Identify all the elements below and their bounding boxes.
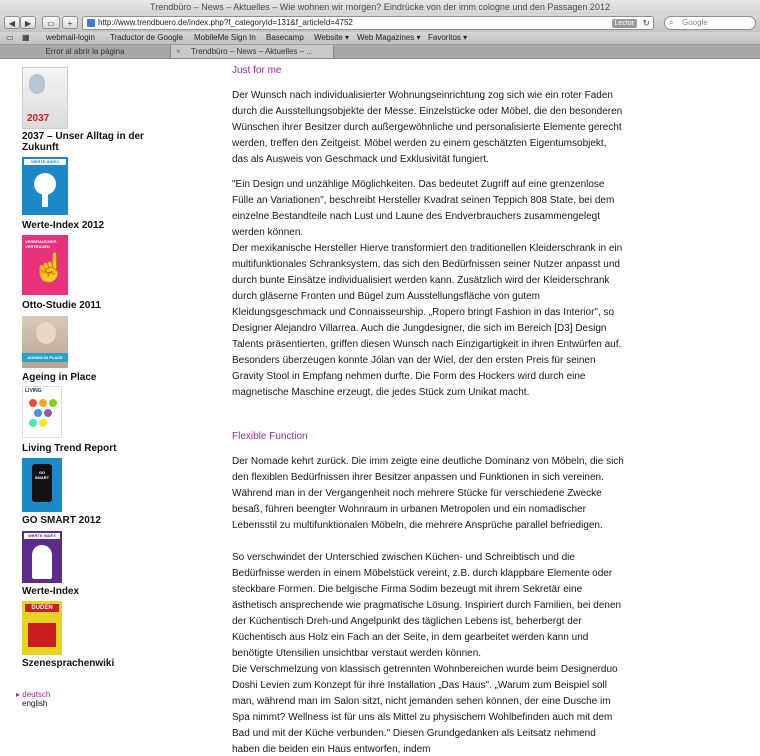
close-tab-icon[interactable]: × [176,47,181,56]
tab-bar [0,45,760,59]
cover-title: 2037 [27,113,50,124]
bookmark-webmail-login[interactable]: webmail-login [46,33,95,42]
language-label: deutsch [22,690,51,699]
cover-title: LIVING [25,388,42,394]
reader-button[interactable]: Lector [612,19,637,28]
hexagon-graphic [44,409,52,417]
article-paragraph: Die Verschmelzung von klassisch getrennten Wohnbereichen wurde beim Designerduo Doshi Levien zum Konzept für ihre Installation „Das Haus". „Warum zum Beispiel soll man, während man im Salon sitzt, nicht jemanden sehen können, der eine Dusche im Spa nimmt? Wellness ist für uns als Mittel zu physischem Wohlbefinden auch mit dem Bad und mit der Küche verbunden." Diesen Grundgedanken als Leitsatz nehmend haben die beiden ein Haus entworfen, indem [232,664,618,755]
cover-living-trend-report[interactable] [22,386,62,438]
address-input[interactable]: http://www.trendbuero.de/index.php?f_categoryId=131&f_articleId=4752 [98,18,353,27]
hexagon-graphic [29,399,37,407]
sidebar [0,59,180,756]
bookmark-web-magazines-menu[interactable]: Web Magazines ▾ [357,33,421,42]
sidebar-item-2037[interactable]: 2037 – Unser Alltag in der Zukunft [22,131,144,153]
bookmarks-bar [0,32,760,45]
bookmark-website-menu[interactable]: Website ▾ [314,33,349,42]
cover-title: WERTE-INDEX [24,159,66,165]
forward-button[interactable]: ▶ [20,16,36,29]
search-field[interactable] [664,16,756,30]
plus-icon: + [67,19,73,28]
language-deutsch[interactable] [16,690,50,699]
cover-title: WERTE INDEX [24,533,60,539]
hand-graphic [42,193,48,207]
bookmarks-list-icon[interactable]: ▭ [6,33,14,42]
language-english[interactable]: english [22,699,48,708]
cover-werte-index[interactable] [22,531,62,583]
tab-label: Trendbüro – News – Aktuelles – ... [191,47,313,56]
back-button[interactable]: ◀ [4,16,20,29]
add-bookmark-button[interactable] [62,16,78,29]
cover-title: AGEING IN PLACE [22,353,68,362]
tab-error[interactable] [0,45,170,58]
sidebar-item-ageing-in-place[interactable]: Ageing in Place [22,372,97,383]
section-heading-just-for-me: Just for me [232,65,282,76]
browser-toolbar [0,14,760,32]
sidebar-item-werte-index[interactable]: Werte-Index [22,586,80,597]
sidebar-item-werte-index-2012[interactable]: Werte-Index 2012 [22,220,105,231]
section-heading-flexible-function: Flexible Function [232,431,308,442]
cover-werte-index-2012[interactable] [22,157,68,215]
address-bar[interactable] [82,16,654,30]
hexagon-graphic [49,399,57,407]
article-paragraph: Der Nomade kehrt zurück. Die imm zeigte eine deutliche Dominanz von Möbeln, die sich den flexiblen Bedürfnissen ihrer Besitzer anpassen und Funktionen in sich vereinen. Während man in der Vergangenheit noch mehrere Stücke für verschiedene Zwecke besaß, führen beengter Wohnraum in urbanen Metropolen und ein nomadischer Lebensstil zu multifunktionalen Möbeln, die mehrere Ansprüche parallel befriedigen. [232,456,624,531]
tab-label: Error al abrir la página [45,47,125,56]
heart-icon [34,173,56,195]
cover-szenesprachenwiki[interactable] [22,601,62,655]
sidebar-item-szenesprachenwiki[interactable]: Szenesprachenwiki [22,658,115,669]
article-paragraph: "Ein Design und unzählige Möglichkeiten. Das bedeutet Zugriff auf eine grenzenlose Fülle an Variationen", beschreibt Hersteller Kvadrat seinen Teppich 808 State, bei dem einzelne Bestandteile nach Lust und Laune des Endverbrauchers zusammengelegt werden können. [232,179,615,238]
cover-title: DUDEN [25,604,59,612]
article-paragraph: Der Wunsch nach individualisierter Wohnungseinrichtung zog sich wie ein roter Faden durch die Ausstellungsobjekte der Messe. Einzelstücke oder Möbel, die den besonderen Wünschen ihrer Besitzer durch außergewöhnliche und personalisierte Elemente gerecht werden, treffen den Zeitgeist. Möbel werden zu einem geschätzten Eigentumsobjekt, das als Ausweis von Geschmack und Exklusivität fungiert. [232,90,623,165]
figure-graphic [29,74,45,94]
cover-2037[interactable] [22,67,68,129]
search-placeholder: Google [682,18,708,27]
hexagon-graphic [39,419,47,427]
book-icon: ▭ [47,19,55,28]
bookmark-basecamp[interactable]: Basecamp [266,33,304,42]
cover-ageing-in-place[interactable] [22,316,68,368]
bookmarks-sidebar-button[interactable] [42,16,60,29]
figure-graphic [32,545,52,579]
sidebar-item-living-trend-report[interactable]: Living Trend Report [22,443,117,454]
cover-title: VERBRAUCHER-VERTRAUEN [25,239,58,249]
bookmark-favoritos-menu[interactable]: Favoritos ▾ [428,33,468,42]
bookmark-traductor-google[interactable]: Traductor de Google [110,33,184,42]
book-graphic [28,623,56,647]
top-sites-icon[interactable]: ▦ [22,33,30,42]
window-title: Trendbüro – News – Aktuelles – Wie wohnen wir morgen? Eindrücke von der imm cologne und den Passagen 2012 [0,0,760,14]
reload-icon[interactable]: ↻ [642,18,650,28]
cover-title: GO SMART [34,470,50,480]
bookmark-mobileme[interactable]: MobileMe Sign In [194,33,256,42]
sidebar-item-go-smart[interactable]: GO SMART 2012 [22,515,101,526]
cover-go-smart[interactable] [22,458,62,512]
article-paragraph: So verschwindet der Unterschied zwischen Küchen- und Schreibtisch und die Bedürfnisse werden in einem Möbelstück vereint, z.B. durch klappbare Elemente oder steckbare Formen. Die belgische Firma Sodim bezeugt mit ihrem Sekretär eine ästhetisch ansprechende wie pragmatische Lösung. Inspiriert durch Familien, bei denen der Küchentisch Dreh-und Angelpunkt des täglichen Lebens ist, beherbergt der Küchentisch aus Holz ein Fach an der Seite, in dem gearbeitet werden kann und benötigte Utensilien unsichtbar verstaut werden können. [232,552,622,659]
search-icon: ⌕ [669,18,674,27]
triangle-right-icon: ▸ [16,690,21,699]
page-content [0,59,760,756]
hexagon-graphic [34,409,42,417]
hexagon-graphic [39,399,47,407]
article-paragraph: Der mexikanische Hersteller Hierve transformiert den traditionellen Kleiderschrank in ein multifunktionales Schranksystem, das sich den Bedürfnissen seiner Nutzer anpasst und durch bunte Einsätze individualisiert werden kann. Zusätzlich wird der Kleiderschrank durch gläserne Fronten und Bügel zum Ausstellungsfläche von gutem Kleidungsgeschmack und Connaisseurship. „Ropero bringt Fashion in das Interior", so Designer Alejandro Villarrea. Auch die Jungdesigner, die sich im Bereich [D3] Design Talents präsentierten, griffen diesen Wunsch nach Einzigartigkeit in ihren Entwürfen auf. Besonders überzeugen konnte Jólan van der Wiel, der den ersten Preis für seinen Gravity Stool in Empfang nehmen durfte. Die Form des Hockers wird durch eine magnetische Maschine erzeugt, die jedes Stück zum Unikat macht. [232,243,623,398]
face-graphic [36,322,56,344]
hand-cursor-icon: ☝ [32,252,67,283]
site-favicon-icon [87,19,95,27]
cover-otto-studie[interactable] [22,235,68,295]
sidebar-item-otto-studie[interactable]: Otto-Studie 2011 [22,300,101,311]
tab-trendbuero[interactable] [170,45,334,58]
hexagon-graphic [29,419,37,427]
